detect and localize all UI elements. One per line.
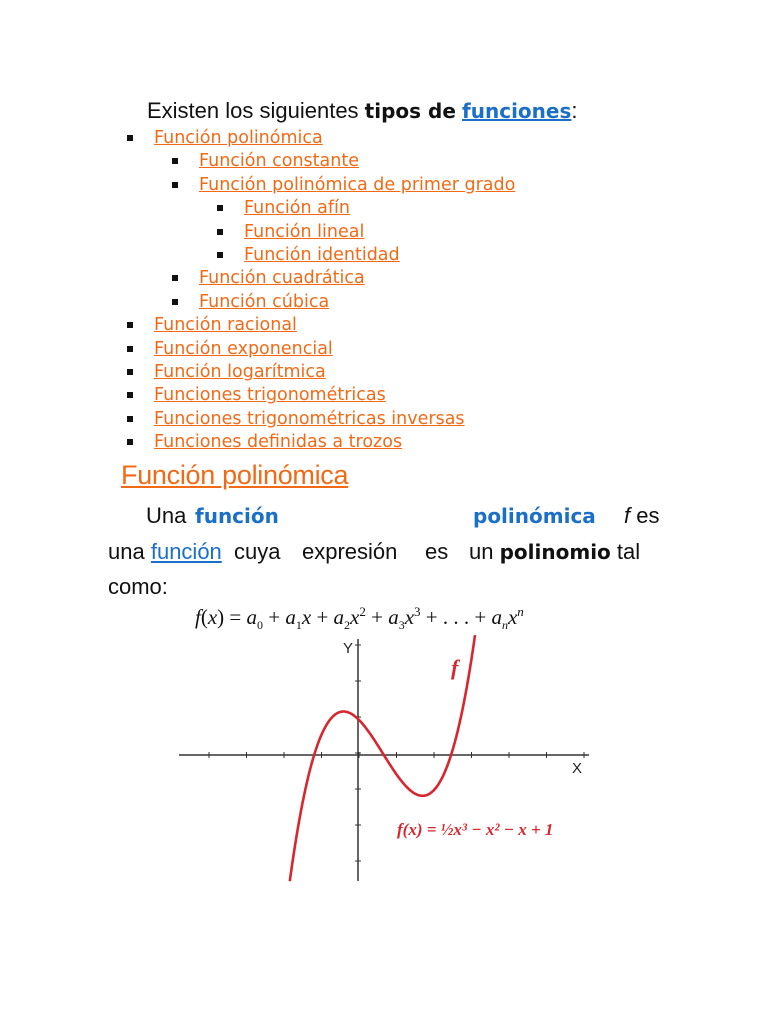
bullet-square-icon — [172, 299, 178, 305]
word-expresion: expresión — [302, 539, 398, 564]
bullet-square-icon — [217, 252, 223, 258]
bullet-square-icon — [217, 205, 223, 211]
list-item-link[interactable]: Función polinómica de primer grado — [199, 174, 516, 195]
x-axis-label: X — [572, 760, 583, 777]
para-line-2a — [108, 539, 222, 565]
curve-equation: f(x) = ½x³ − x² − x + 1 — [397, 820, 554, 839]
list-item-link[interactable]: Función cúbica — [199, 291, 330, 312]
word-una: Una — [146, 503, 187, 528]
list-item-link[interactable]: Función identidad — [244, 245, 400, 265]
list-item-link[interactable]: Funciones trigonométricas inversas — [154, 408, 465, 429]
list-item-link[interactable]: Funciones trigonométricas — [154, 385, 386, 406]
list-item-link[interactable]: Función racional — [154, 315, 297, 336]
para-line-2c — [302, 539, 397, 565]
bullet-square-icon — [172, 158, 178, 164]
list-item-link[interactable]: Función logarítmica — [154, 362, 326, 382]
bullet-square-icon — [217, 229, 223, 235]
word-es: es — [636, 503, 660, 528]
para-kw-polinomica — [473, 503, 596, 529]
polynomial-formula: $f(x) = a_0 + a_1x + a_2x^2 + a_3x^3$ + . . . + $a_nx^n$ — [195, 604, 524, 633]
para-f-es — [624, 503, 660, 529]
curve-label: f — [451, 655, 459, 680]
y-axis-label: Y — [343, 640, 354, 657]
para-line-3 — [108, 574, 168, 600]
symbol-f: f — [624, 503, 631, 528]
word-como: como: — [108, 574, 168, 599]
para-line-1 — [146, 503, 186, 529]
keyword-polinomica: polinómica — [473, 504, 596, 528]
list-item-link[interactable]: Función afín — [244, 198, 350, 219]
bullet-square-icon — [127, 322, 133, 328]
para-line-2d — [425, 539, 448, 565]
bullet-square-icon — [127, 416, 133, 422]
section-title[interactable]: Función polinómica — [121, 460, 349, 490]
bullet-square-icon — [127, 135, 133, 141]
list-item-link[interactable]: Función polinómica — [154, 128, 323, 148]
bullet-square-icon — [127, 346, 133, 352]
word-una-2: una — [108, 539, 145, 564]
word-tal: tal — [616, 539, 641, 564]
word-es-2: es — [425, 539, 449, 564]
bullet-square-icon — [127, 439, 133, 445]
list-item-link[interactable]: Función lineal — [244, 221, 365, 242]
funcion-link[interactable]: función — [150, 539, 222, 564]
cubic-graph — [175, 635, 595, 885]
bullet-square-icon — [172, 275, 178, 281]
funciones-link[interactable]: funciones — [462, 99, 572, 123]
para-line-2b — [234, 539, 280, 565]
para-kw-funcion — [195, 503, 279, 529]
cubic-curve — [290, 635, 475, 881]
word-un: un — [469, 539, 494, 564]
list-item-link[interactable]: Función cuadrática — [199, 268, 365, 289]
para-line-2e — [469, 539, 640, 565]
word-cuya: cuya — [234, 539, 281, 564]
keyword-funcion: función — [195, 504, 279, 528]
bullet-square-icon — [127, 392, 133, 398]
keyword-polinomio: polinomio — [499, 540, 611, 564]
intro-colon: : — [571, 98, 578, 123]
list-item-link[interactable]: Función constante — [199, 151, 359, 172]
list-item-link[interactable]: Función exponencial — [154, 338, 333, 359]
intro-bold: tipos de — [364, 99, 456, 123]
bullet-square-icon — [127, 369, 133, 375]
intro-text: Existen los siguientes — [147, 98, 365, 123]
list-item-link[interactable]: Funciones definidas a trozos — [154, 432, 403, 453]
intro-line — [147, 98, 578, 124]
bullet-square-icon — [172, 182, 178, 188]
